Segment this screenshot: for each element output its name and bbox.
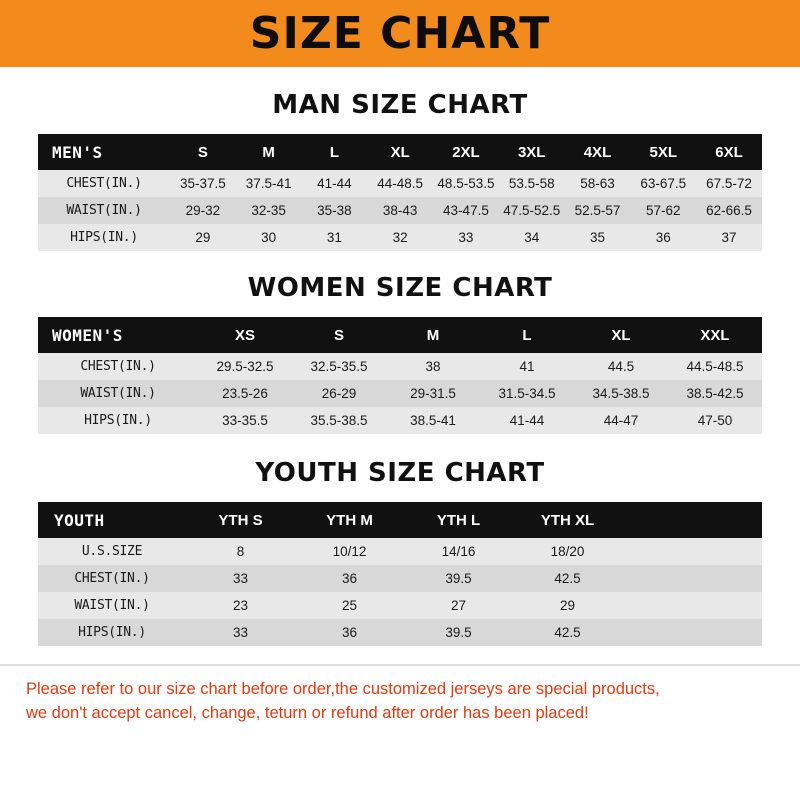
women-cell: 38.5-42.5 <box>668 380 762 407</box>
men-cell: 41-44 <box>302 170 368 197</box>
table-row <box>38 197 762 224</box>
men-cell: 35-38 <box>302 197 368 224</box>
men-row-label: CHEST(IN.) <box>38 170 170 197</box>
table-row <box>38 538 762 565</box>
men-cell: 53.5-58 <box>499 170 565 197</box>
youth-col-header: YTH XL <box>513 502 622 538</box>
men-cell: 34 <box>499 224 565 251</box>
youth-cell: 29 <box>513 592 622 619</box>
youth-cell: 23 <box>186 592 295 619</box>
youth-cell: 36 <box>295 619 404 646</box>
women-col-header: XL <box>574 317 668 353</box>
women-cell: 35.5-38.5 <box>292 407 386 434</box>
table-row <box>38 565 762 592</box>
table-header-row <box>38 502 762 538</box>
table-row <box>38 407 762 434</box>
women-cell: 38.5-41 <box>386 407 480 434</box>
women-col-header: XXL <box>668 317 762 353</box>
youth-cell: 33 <box>186 619 295 646</box>
men-cell: 32 <box>367 224 433 251</box>
women-cell: 34.5-38.5 <box>574 380 668 407</box>
women-col-header: L <box>480 317 574 353</box>
youth-cell-empty <box>622 592 762 619</box>
order-policy-note <box>0 664 800 726</box>
men-cell: 48.5-53.5 <box>433 170 499 197</box>
youth-table-body <box>38 502 762 646</box>
men-cell: 62-66.5 <box>696 197 762 224</box>
men-cell: 47.5-52.5 <box>499 197 565 224</box>
men-row-label: HIPS(IN.) <box>38 224 170 251</box>
youth-cell: 42.5 <box>513 619 622 646</box>
men-cell: 38-43 <box>367 197 433 224</box>
men-cell: 43-47.5 <box>433 197 499 224</box>
men-cell: 63-67.5 <box>630 170 696 197</box>
women-row-label: HIPS(IN.) <box>38 407 198 434</box>
women-cell: 38 <box>386 353 480 380</box>
men-row-label: WAIST(IN.) <box>38 197 170 224</box>
youth-row-label: WAIST(IN.) <box>38 592 186 619</box>
note-line-2: we don't accept cancel, change, teturn or refund after order has been placed! <box>26 703 589 722</box>
youth-cell: 39.5 <box>404 565 513 592</box>
women-col-header: S <box>292 317 386 353</box>
table-row <box>38 224 762 251</box>
men-cell: 36 <box>630 224 696 251</box>
table-row <box>38 353 762 380</box>
men-corner-label: MEN'S <box>38 134 170 170</box>
women-cell: 33-35.5 <box>198 407 292 434</box>
section-title-youth: YOUTH SIZE CHART <box>255 458 545 488</box>
men-table-body <box>38 134 762 251</box>
women-col-header: XS <box>198 317 292 353</box>
youth-corner-label: YOUTH <box>38 502 186 538</box>
men-cell: 67.5-72 <box>696 170 762 197</box>
men-col-header: L <box>302 134 368 170</box>
men-cell: 32-35 <box>236 197 302 224</box>
page-title: SIZE CHART <box>249 7 551 59</box>
men-col-header: 2XL <box>433 134 499 170</box>
men-cell: 37 <box>696 224 762 251</box>
table-header-row <box>38 317 762 353</box>
women-cell: 32.5-35.5 <box>292 353 386 380</box>
youth-col-header: YTH M <box>295 502 404 538</box>
youth-row-label: U.S.SIZE <box>38 538 186 565</box>
youth-cell: 27 <box>404 592 513 619</box>
women-cell: 44.5-48.5 <box>668 353 762 380</box>
men-cell: 29-32 <box>170 197 236 224</box>
women-table-body <box>38 317 762 434</box>
men-size-table <box>38 134 762 251</box>
youth-cell: 8 <box>186 538 295 565</box>
women-cell: 41 <box>480 353 574 380</box>
youth-cell: 10/12 <box>295 538 404 565</box>
women-cell: 44.5 <box>574 353 668 380</box>
men-cell: 33 <box>433 224 499 251</box>
women-row-label: CHEST(IN.) <box>38 353 198 380</box>
men-cell: 31 <box>302 224 368 251</box>
table-row <box>38 619 762 646</box>
men-col-header: S <box>170 134 236 170</box>
youth-size-table <box>38 502 762 646</box>
table-header-row <box>38 134 762 170</box>
women-corner-label: WOMEN'S <box>38 317 198 353</box>
men-cell: 35-37.5 <box>170 170 236 197</box>
men-col-header: XL <box>367 134 433 170</box>
youth-cell: 42.5 <box>513 565 622 592</box>
women-cell: 26-29 <box>292 380 386 407</box>
youth-cell: 18/20 <box>513 538 622 565</box>
women-cell: 41-44 <box>480 407 574 434</box>
youth-cell: 36 <box>295 565 404 592</box>
men-cell: 44-48.5 <box>367 170 433 197</box>
youth-cell: 39.5 <box>404 619 513 646</box>
youth-cell: 14/16 <box>404 538 513 565</box>
youth-cell-empty <box>622 619 762 646</box>
youth-col-header: YTH S <box>186 502 295 538</box>
note-line-1: Please refer to our size chart before order,the customized jerseys are special products, <box>26 680 660 698</box>
youth-cell: 25 <box>295 592 404 619</box>
men-cell: 52.5-57 <box>565 197 631 224</box>
page-header <box>0 0 800 70</box>
men-col-header: M <box>236 134 302 170</box>
youth-cell-empty <box>622 538 762 565</box>
women-cell: 47-50 <box>668 407 762 434</box>
youth-row-label: HIPS(IN.) <box>38 619 186 646</box>
men-cell: 29 <box>170 224 236 251</box>
men-col-header: 5XL <box>630 134 696 170</box>
women-cell: 44-47 <box>574 407 668 434</box>
section-title-men: MAN SIZE CHART <box>272 90 528 120</box>
women-cell: 29.5-32.5 <box>198 353 292 380</box>
women-size-table <box>38 317 762 434</box>
men-col-header: 4XL <box>565 134 631 170</box>
youth-cell: 33 <box>186 565 295 592</box>
women-col-header: M <box>386 317 480 353</box>
women-cell: 29-31.5 <box>386 380 480 407</box>
women-cell: 23.5-26 <box>198 380 292 407</box>
table-row <box>38 592 762 619</box>
women-row-label: WAIST(IN.) <box>38 380 198 407</box>
youth-cell-empty <box>622 565 762 592</box>
men-cell: 37.5-41 <box>236 170 302 197</box>
men-cell: 57-62 <box>630 197 696 224</box>
youth-col-header-empty <box>622 502 762 538</box>
women-cell: 31.5-34.5 <box>480 380 574 407</box>
men-cell: 30 <box>236 224 302 251</box>
men-cell: 35 <box>565 224 631 251</box>
men-col-header: 3XL <box>499 134 565 170</box>
table-row <box>38 170 762 197</box>
men-cell: 58-63 <box>565 170 631 197</box>
table-row <box>38 380 762 407</box>
men-col-header: 6XL <box>696 134 762 170</box>
youth-row-label: CHEST(IN.) <box>38 565 186 592</box>
section-title-women: WOMEN SIZE CHART <box>247 273 553 303</box>
youth-col-header: YTH L <box>404 502 513 538</box>
